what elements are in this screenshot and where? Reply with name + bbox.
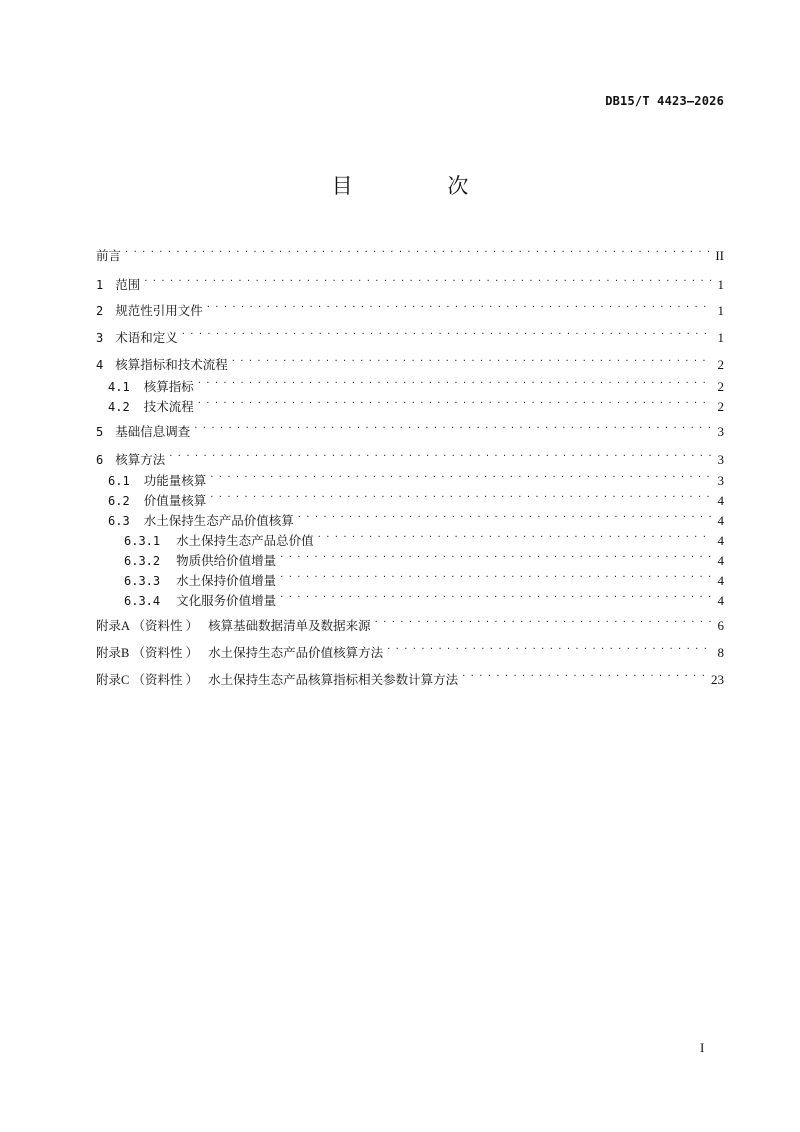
toc-entry-number: 6 [96,453,104,467]
toc-entry-label: 水土保持生态产品价值核算方法 [208,645,384,660]
toc-entry-foreword[interactable] [96,240,724,263]
toc-leader-dots [387,637,712,657]
toc-entry-number: 6.3.3 [124,574,161,588]
toc-entry-4[interactable] [96,349,724,372]
toc-entry-number: 6.3 [108,514,130,528]
toc-entry-label: 水土保持价值增量 [176,573,277,588]
toc-entry-6-3-2[interactable] [124,545,724,568]
toc-entry-4-2[interactable] [108,391,724,414]
toc-entry-label: 范围 [115,277,141,292]
toc-leader-dots [318,525,712,545]
toc-entry-page: II [715,248,724,263]
toc-leader-dots [210,485,712,505]
toc-entry-label: 术语和定义 [115,330,178,345]
toc-entry-page: 3 [717,424,724,439]
toc-entry-number: 4.1 [108,380,130,394]
toc-leader-dots [280,585,712,605]
toc-entry-page: 4 [717,553,724,568]
toc-entry-page: 1 [717,330,724,345]
toc-entry-page: 1 [717,277,724,292]
toc-entry-6-3-4[interactable] [124,585,724,608]
toc-entry-appendix-a[interactable] [96,610,724,633]
toc-leader-dots [198,371,712,391]
toc-leader-dots [210,465,712,485]
toc-leader-dots [144,269,712,289]
toc-entry-page: 4 [717,513,724,528]
toc-entry-number: 1 [96,278,104,292]
toc-leader-dots [169,444,712,464]
toc-entry-number: 4 [96,358,104,372]
toc-entry-6-3-3[interactable] [124,565,724,588]
toc-entry-5[interactable] [96,416,724,439]
toc-entry-number: 附录B （资料性 ） [96,646,199,660]
toc-entry-label: 核算方法 [115,452,166,467]
toc-leader-dots [198,391,712,411]
toc-entry-label: 基础信息调查 [115,424,191,439]
toc-entry-number: 2 [96,304,104,318]
toc-leader-dots [182,322,712,342]
toc-entry-number: 5 [96,425,104,439]
toc-entry-label: 前言 [96,248,122,263]
toc-entry-6-2[interactable] [108,485,724,508]
toc-entry-page: 4 [717,493,724,508]
toc-entry-page: 2 [717,379,724,394]
toc-leader-dots [462,664,707,684]
toc-entry-number: 附录C （资料性 ） [96,673,199,687]
toc-entry-page: 8 [717,645,724,660]
toc-entry-label: 规范性引用文件 [115,303,203,318]
toc-entry-page: 1 [717,303,724,318]
page-number: I [700,1040,705,1055]
toc-leader-dots [298,505,712,525]
toc-entry-page: 3 [717,473,724,488]
toc-entry-6[interactable] [96,444,724,467]
toc-entry-number: 6.3.1 [124,534,161,548]
toc-entry-6-1[interactable] [108,465,724,488]
toc-entry-label: 核算指标和技术流程 [115,357,228,372]
toc-entry-number: 3 [96,331,104,345]
toc-entry-number: 4.2 [108,400,130,414]
toc-entry-label: 核算基础数据清单及数据来源 [208,618,371,633]
toc-entry-6-3[interactable] [108,505,724,528]
toc-entry-page: 6 [717,618,724,633]
toc-entry-3[interactable] [96,322,724,345]
toc-entry-number: 6.3.2 [124,554,161,568]
toc-entry-number: 6.1 [108,474,130,488]
toc-entry-number: 6.3.4 [124,594,161,608]
toc-leader-dots [375,610,712,630]
toc-leader-dots [280,565,712,585]
toc-entry-2[interactable] [96,295,724,318]
toc-entry-label: 核算指标 [143,379,194,394]
toc-entry-number: 附录A （资料性 ） [96,619,199,633]
standard-code: DB15/T 4423—2026 [605,94,724,108]
toc-entry-page: 4 [717,533,724,548]
toc-leader-dots [207,295,712,315]
toc-entry-label: 水土保持生态产品总价值 [176,533,314,548]
toc-leader-dots [125,240,711,260]
page-title: 目 次 [331,174,513,198]
toc-leader-dots [232,349,712,369]
toc-entry-6-3-1[interactable] [124,525,724,548]
toc-entry-label: 技术流程 [143,399,194,414]
toc-leader-dots [280,545,712,565]
toc-entry-page: 4 [717,573,724,588]
toc-entry-label: 水土保持生态产品价值核算 [143,513,294,528]
toc-entry-4-1[interactable] [108,371,724,394]
toc-entry-page: 4 [717,593,724,608]
toc-entry-number: 6.2 [108,494,130,508]
toc-entry-label: 水土保持生态产品核算指标相关参数计算方法 [208,672,459,687]
toc-entry-label: 功能量核算 [143,473,207,488]
toc-entry-page: 2 [717,357,724,372]
toc-entry-page: 23 [711,672,724,687]
toc-entry-appendix-b[interactable] [96,637,724,660]
toc-leader-dots [194,416,712,436]
toc-entry-page: 2 [717,399,724,414]
toc-entry-label: 物质供给价值增量 [176,553,277,568]
toc-entry-label: 文化服务价值增量 [176,593,277,608]
toc-entry-page: 3 [717,452,724,467]
toc-entry-1[interactable] [96,269,724,292]
toc-entry-label: 价值量核算 [143,493,207,508]
toc-entry-appendix-c[interactable] [96,664,724,687]
